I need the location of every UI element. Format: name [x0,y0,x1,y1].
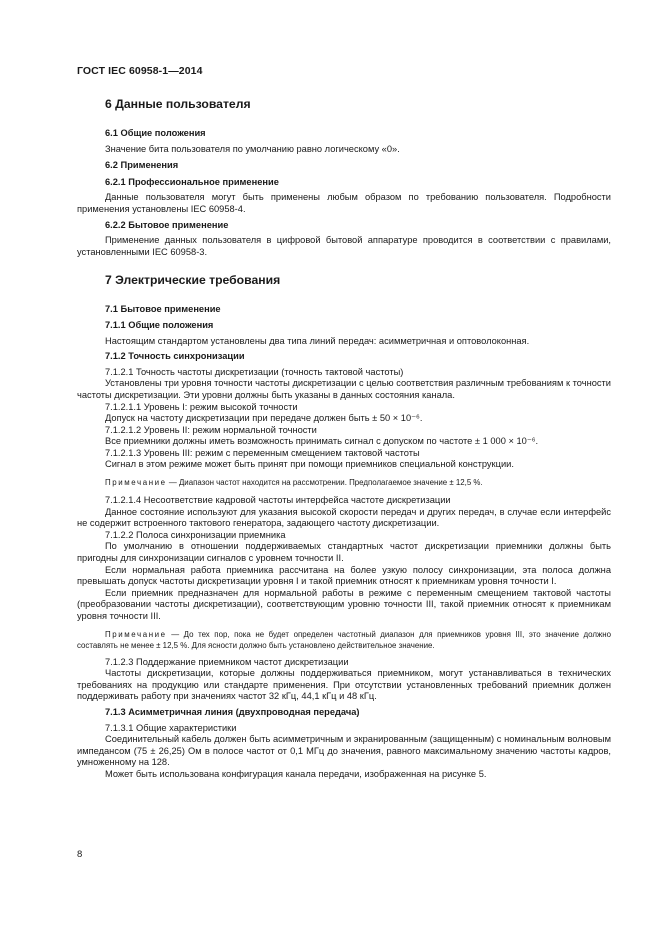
note-label: Примечание [105,478,167,488]
paragraph: Значение бита пользователя по умолчанию равно логическому «0». [105,143,400,154]
section-heading: 7 Электрические требования [105,273,281,288]
paragraph: Частоты дискретизации, которые должны поддерживаться приемником, могут устанавливаться в технических требованиях на продукцию или стандарте применения. При отсутствии установленных требований приемник должен поддерживать работу при значениях частот 32 кГц, 44,1 кГц и 48 кГц. [77,668,611,702]
subsection-heading: 7.1.1 Общие положения [105,319,214,330]
clause-title: 7.1.2.1.2 Уровень II: режим нормальной точности [105,424,317,435]
paragraph: Все приемники должны иметь возможность принимать сигнал с допуском по частоте ± 1 000 × 10⁻⁶. [105,436,539,447]
subsection-heading: 6.2.2 Бытовое применение [105,219,229,230]
note-label: Примечание [105,629,167,639]
clause-title: 7.1.3.1 Общие характеристики [105,722,237,733]
paragraph: Данные пользователя могут быть применены любым образом по требованию пользователя. Подробности применения установлены IEC 60958-4. [77,192,611,214]
paragraph: Данное состояние используют для указания высокой скорости передач и других передач, в случае если интерфейс не содержит встроенного тактового генератора, задающего частоту дискретизации. [77,506,611,529]
paragraph: Соединительный кабель должен быть асимметричным и экранированным (защищенным) с номинальным волновым импедансом (75 ± 26,25) Ом в полосе частот от 0,1 МГц до значения, равного максимальному значению частоты кадров, умноженному на 128. [77,734,611,768]
document-header: ГОСТ IEC 60958-1—2014 [77,65,203,77]
section-heading: 6 Данные пользователя [105,97,251,111]
note-text: — До тех пор, пока не будет определен частотный диапазон для приемников уровня III, это значение должно составлять не менее ± 12,5 %. Для ясности должно быть установлено действительное значение. [77,629,611,650]
paragraph: Допуск на частоту дискретизации при передаче должен быть ± 50 × 10⁻⁶. [105,413,423,424]
clause-title: 7.1.2.1 Точность частоты дискретизации (точность тактовой частоты) [105,366,404,377]
subsection-heading: 7.1.2 Точность синхронизации [105,351,245,362]
paragraph: Сигнал в этом режиме может быть принят при помощи приемников специальной конструкции. [105,459,514,470]
paragraph: Установлены три уровня точности частоты дискретизации с целью соответствия различным требованиям к точности частоты дискретизации. Эти уровни должны быть указаны в данных состояния канала. [77,378,611,400]
paragraph: Настоящим стандартом установлены два типа линий передач: асимметричная и оптоволоконная. [105,335,530,346]
subsection-heading: 6.2.1 Профессиональное применение [105,176,279,187]
clause-title: 7.1.2.1.3 Уровень III: режим с переменным смещением тактовой частоты [105,447,420,458]
subsection-heading: 7.1 Бытовое применение [105,304,221,315]
note [77,629,611,651]
paragraph: Если нормальная работа приемника рассчитана на более узкую полосу синхронизации, эта полоса должна превышать допуск частоты дискретизации уровня I и такой приемник относят к приемникам уровня точности I. [77,564,611,587]
note [77,477,611,488]
note-text: — Диапазон частот находится на рассмотрении. Предполагаемое значение ± 12,5 %. [166,478,483,488]
subsection-heading: 6.1 Общие положения [105,128,206,138]
paragraph: Может быть использована конфигурация канала передачи, изображенная на рисунке 5. [105,768,487,779]
document-body [77,97,611,781]
page-number: 8 [77,849,83,860]
paragraph: Применение данных пользователя в цифровой бытовой аппаратуре проводится в соответствии с правилами, установленными IEC 60958-3. [77,235,611,257]
paragraph: По умолчанию в отношении поддерживаемых стандартных частот дискретизации приемники должны быть пригодны для синхронизации сигналов с уровнем точности II. [77,541,611,564]
subsection-heading: 7.1.3 Асимметричная линия (двухпроводная передача) [105,706,360,717]
paragraph: Если приемник предназначен для нормальной работы в режиме с переменным смещением тактовой частоты (преобразовании частоты дискретизации), соответствующим уровню точности III, такой приемник относят к приемникам уровня точности III. [77,587,611,621]
clause-title: 7.1.2.1.1 Уровень I: режим высокой точности [105,401,298,412]
clause-title: 7.1.2.2 Полоса синхронизации приемника [105,529,286,540]
clause-title: 7.1.2.1.4 Несоответствие кадровой частоты интерфейса частоте дискретизации [105,495,451,506]
clause-title: 7.1.2.3 Поддержание приемником частот дискретизации [105,656,349,667]
subsection-heading: 6.2 Применения [105,160,179,171]
